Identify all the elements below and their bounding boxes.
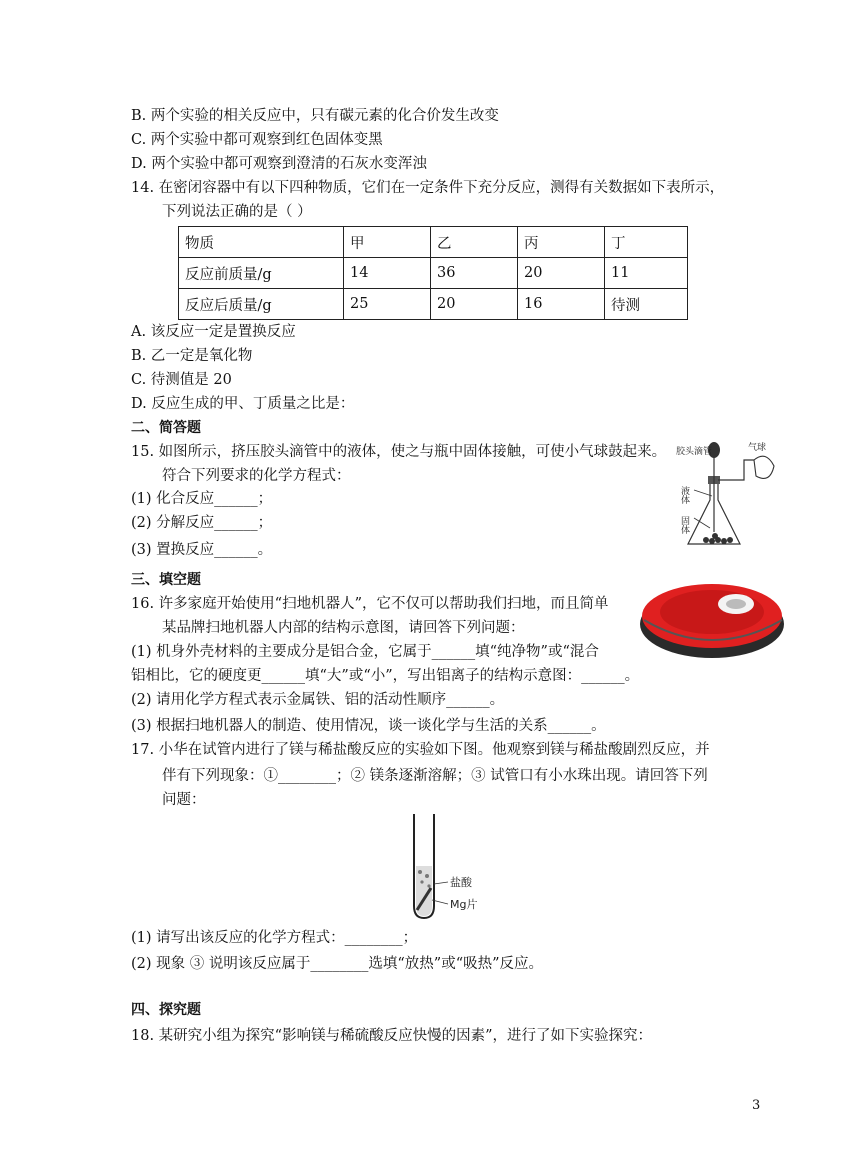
- question-17-line2: 伴有下列现象：①________；② 镁条逐渐溶解；③ 试管口有小水珠出现。请回答下列: [162, 768, 708, 784]
- table-cell: 丁: [605, 227, 688, 258]
- mg-label: Mg片: [450, 898, 478, 911]
- question-14-line1: 14. 在密闭容器中有以下四种物质，它们在一定条件下充分反应，测得有关数据如下表所示，: [131, 180, 725, 196]
- question-16-part1-line2: 铝相比，它的硬度更______填“大”或“小”，写出铝离子的结构示意图：______。: [131, 668, 640, 684]
- table-cell: 反应前质量/g: [179, 258, 344, 289]
- liquid-label: 液体: [679, 486, 689, 504]
- question-15-part1: (1) 化合反应______；: [131, 491, 273, 507]
- table-row: [179, 289, 688, 320]
- option-d-q14: D. 反应生成的甲、丁质量之比是：: [131, 396, 355, 412]
- data-table-q14: [178, 226, 688, 320]
- table-cell: 乙: [431, 227, 518, 258]
- robot-vacuum-image: [636, 570, 786, 664]
- question-15-part2: (2) 分解反应______；: [131, 515, 273, 531]
- acid-label: 盐酸: [450, 876, 472, 889]
- table-header-row: [179, 227, 688, 258]
- option-a-q14: A. 该反应一定是置换反应: [131, 324, 296, 340]
- table-cell: 甲: [344, 227, 431, 258]
- question-16-line2: 某品牌扫地机器人内部的结构示意图，请回答下列问题：: [162, 620, 525, 636]
- table-cell: 36: [431, 258, 518, 289]
- table-cell: 丙: [518, 227, 605, 258]
- question-16-part3: (3) 根据扫地机器人的制造、使用情况，谈一谈化学与生活的关系______。: [131, 718, 606, 734]
- section-heading-short-answer: 二、简答题: [131, 420, 201, 436]
- question-15-part3: (3) 置换反应______。: [131, 542, 273, 558]
- question-16-part1-line1: (1) 机身外壳材料的主要成分是铝合金，它属于______填“纯净物”或“混合: [131, 644, 599, 660]
- question-14-line2: 下列说法正确的是（ ）: [162, 204, 312, 220]
- question-16-line1: 16. 许多家庭开始使用“扫地机器人”，它不仅可以帮助我们扫地，而且简单: [131, 596, 609, 612]
- table-cell: 14: [344, 258, 431, 289]
- solid-label: 固体: [679, 516, 689, 534]
- table-cell: 11: [605, 258, 688, 289]
- option-b-q13: B. 两个实验的相关反应中，只有碳元素的化合价发生改变: [131, 108, 499, 124]
- table-row: [179, 258, 688, 289]
- balloon-label: 气球: [748, 443, 767, 453]
- table-cell: 20: [518, 258, 605, 289]
- test-tube-figure: [404, 810, 504, 922]
- question-17-line1: 17. 小华在试管内进行了镁与稀盐酸反应的实验如下图。他观察到镁与稀盐酸剧烈反应，并: [131, 742, 710, 758]
- table-cell: 16: [518, 289, 605, 320]
- option-c-q13: C. 两个实验中都可观察到红色固体变黑: [131, 132, 383, 148]
- option-d-q13: D. 两个实验中都可观察到澄清的石灰水变浑浊: [131, 156, 427, 172]
- question-15-line1: 15. 如图所示，挤压胶头滴管中的液体，使之与瓶中固体接触，可使小气球鼓起来。: [131, 444, 667, 460]
- table-cell: 20: [431, 289, 518, 320]
- option-c-q14: C. 待测值是 20: [131, 372, 232, 388]
- table-cell: 反应后质量/g: [179, 289, 344, 320]
- question-16-part2: (2) 请用化学方程式表示金属铁、铝的活动性顺序______。: [131, 692, 505, 708]
- question-17-part2: (2) 现象 ③ 说明该反应属于________选填“放热”或“吸热”反应。: [131, 956, 544, 972]
- option-b-q14: B. 乙一定是氧化物: [131, 348, 253, 364]
- table-cell: 25: [344, 289, 431, 320]
- question-17-part1: (1) 请写出该反应的化学方程式：________；: [131, 930, 418, 946]
- page-number: 3: [752, 1098, 761, 1113]
- question-15-line2: 符合下列要求的化学方程式：: [162, 468, 351, 484]
- section-heading-inquiry: 四、探究题: [131, 1002, 201, 1018]
- flask-apparatus-figure: [674, 436, 780, 554]
- question-17-line3: 问题：: [162, 792, 206, 808]
- question-18: 18. 某研究小组为探究“影响镁与稀硫酸反应快慢的因素”，进行了如下实验探究：: [131, 1028, 652, 1044]
- table-cell: 待测: [605, 289, 688, 320]
- dropper-label: 胶头滴管: [676, 447, 713, 457]
- section-heading-fill-in: 三、填空题: [131, 572, 201, 588]
- table-cell: 物质: [179, 227, 344, 258]
